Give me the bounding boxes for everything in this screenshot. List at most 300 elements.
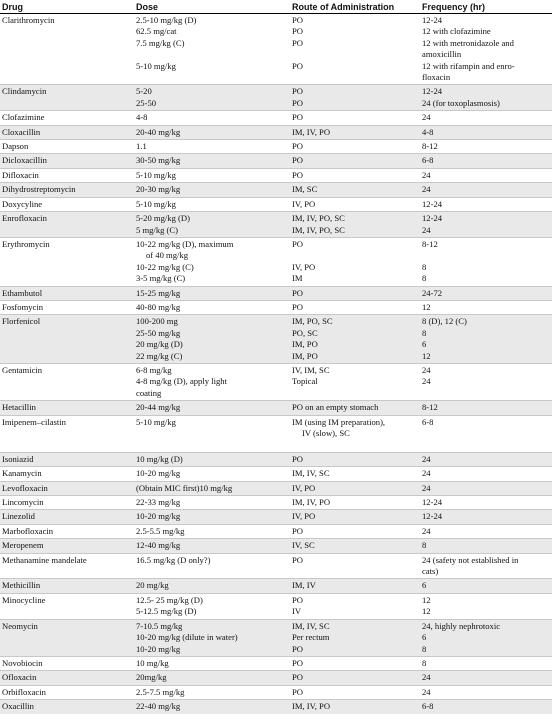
route-line: PO (292, 15, 303, 25)
table-row (0, 524, 552, 538)
drug-name: Isoniazid (0, 452, 134, 466)
dose-line: 12.5- 25 mg/kg (D) (136, 594, 203, 605)
freq-line: 6-8 (422, 155, 434, 166)
dose-line: 25-50 mg/kg (136, 327, 181, 338)
table-row (0, 300, 552, 314)
dose-line: 20-30 mg/kg (136, 184, 181, 195)
dose-line (136, 72, 287, 83)
dose-line: 10-22 mg/kg (D), maximum (136, 238, 234, 249)
route-cell (290, 315, 420, 364)
dose-cell (134, 579, 290, 593)
drug-name: Marbofloxacin (0, 524, 134, 538)
dose-cell (134, 300, 290, 314)
route-cell (290, 212, 420, 238)
route-line: IM, IV, PO, SC (292, 213, 345, 224)
freq-line: 8 (422, 273, 427, 284)
freq-line: 8-12 (422, 141, 438, 152)
dose-line: 10-20 mg/kg (136, 511, 181, 522)
dose-line: (Obtain MIC first)10 mg/kg (136, 482, 233, 493)
frequency-cell (420, 140, 552, 154)
table-row (0, 656, 552, 670)
route-line: IM, IV, PO, SC (292, 224, 345, 235)
route-line (292, 566, 417, 577)
freq-line: 24 (422, 364, 431, 375)
frequency-cell (420, 510, 552, 524)
dose-line: 5-20 (136, 86, 152, 97)
frequency-cell (420, 401, 552, 415)
route-cell (290, 593, 420, 619)
header-dose: Dose (134, 0, 290, 14)
drug-name: Orbifloxacin (0, 685, 134, 699)
freq-line: 24 (for toxoplasmosis) (422, 97, 500, 108)
route-line (292, 439, 417, 450)
table-row (0, 553, 552, 579)
freq-line: 24-72 (422, 287, 443, 298)
route-line (292, 388, 417, 399)
table-row (0, 237, 552, 286)
dose-line: 7.5 mg/kg (C) (136, 37, 185, 48)
freq-line: 4-8 (422, 126, 434, 137)
table-row (0, 154, 552, 168)
freq-line: 24, highly nephrotoxic (422, 620, 501, 631)
drug-name: Novobiocin (0, 656, 134, 670)
route-line: IV (slow), SC (302, 428, 350, 438)
frequency-cell (420, 154, 552, 168)
freq-line: 24 (422, 169, 431, 180)
frequency-cell (420, 85, 552, 111)
table-row (0, 183, 552, 197)
dose-line: 5-10 mg/kg (136, 416, 176, 427)
route-line: IM, IV, SC (292, 468, 330, 479)
route-cell (290, 140, 420, 154)
dose-cell (134, 154, 290, 168)
dose-line: 20 mg/kg (136, 580, 169, 591)
dose-cell (134, 140, 290, 154)
table-row (0, 111, 552, 125)
freq-line: 12 (422, 350, 431, 361)
dose-line (136, 428, 287, 439)
dose-line: 10 mg/kg (136, 657, 169, 668)
freq-line: 24 (422, 468, 431, 479)
freq-line: 12-24 (422, 15, 443, 25)
route-cell (290, 524, 420, 538)
dose-line: 16.5 mg/kg (D only?) (136, 554, 211, 565)
dose-cell (134, 85, 290, 111)
frequency-cell (420, 286, 552, 300)
table-row (0, 510, 552, 524)
freq-line: 8 (422, 261, 427, 272)
freq-line: 8 (422, 657, 427, 668)
table-row (0, 168, 552, 182)
table-row (0, 363, 552, 400)
dose-cell (134, 481, 290, 495)
route-line: PO (292, 657, 303, 668)
table-row (0, 415, 552, 452)
route-cell (290, 452, 420, 466)
dose-line: 4-8 (136, 112, 148, 123)
route-cell (290, 496, 420, 510)
drug-name: Methanamine mandelate (0, 553, 134, 579)
drug-name: Minocycline (0, 593, 134, 619)
route-line: IV, SC (292, 540, 315, 551)
freq-line: 12 with metronidazole and (422, 37, 514, 48)
dose-line: 20-40 mg/kg (136, 126, 181, 137)
route-cell (290, 539, 420, 553)
route-cell (290, 197, 420, 211)
route-cell (290, 363, 420, 400)
route-cell (290, 510, 420, 524)
drug-name: Difloxacin (0, 168, 134, 182)
drug-name: Dicloxacillin (0, 154, 134, 168)
dose-line: 12-40 mg/kg (136, 540, 181, 551)
drug-name: Gentamicin (0, 363, 134, 400)
dose-line: 62.5 mg/cat (136, 26, 177, 37)
dose-line: 7-10.5 mg/kg (136, 620, 183, 631)
dose-cell (134, 14, 290, 85)
freq-line: 24 (422, 672, 431, 683)
route-cell (290, 481, 420, 495)
dose-line: 3-5 mg/kg (C) (136, 273, 186, 284)
drug-name: Doxycyline (0, 197, 134, 211)
freq-line: 8 (422, 643, 427, 654)
route-cell (290, 14, 420, 85)
table-row (0, 579, 552, 593)
route-line: PO (292, 554, 303, 565)
route-line: PO (292, 301, 303, 312)
route-cell (290, 125, 420, 139)
frequency-cell (420, 700, 552, 714)
dose-line: 5-10 mg/kg (136, 169, 176, 180)
dose-line: 40-80 mg/kg (136, 301, 181, 312)
route-line: IM, IV, SC (292, 620, 330, 631)
frequency-cell (420, 125, 552, 139)
table-row (0, 481, 552, 495)
frequency-cell (420, 524, 552, 538)
table-row (0, 140, 552, 154)
frequency-cell (420, 539, 552, 553)
route-line: PO (292, 672, 303, 683)
route-line: PO (292, 594, 303, 605)
route-cell (290, 401, 420, 415)
drug-name: Fosfomycin (0, 300, 134, 314)
table-row (0, 14, 552, 85)
frequency-cell (420, 467, 552, 481)
freq-line: 6 (422, 339, 427, 350)
dose-line: 2.5-10 mg/kg (D) (136, 15, 197, 25)
drug-name: Linezolid (0, 510, 134, 524)
frequency-cell (420, 168, 552, 182)
dose-line: 5-10 mg/kg (136, 60, 176, 71)
table-row (0, 452, 552, 466)
route-cell (290, 656, 420, 670)
freq-line: 24 (422, 112, 431, 123)
freq-line: 12-24 (422, 511, 443, 522)
route-line (292, 49, 417, 60)
drug-name: Neomycin (0, 619, 134, 656)
drug-name: Cloxacillin (0, 125, 134, 139)
dose-cell (134, 401, 290, 415)
route-line: PO (292, 97, 303, 108)
table-row (0, 401, 552, 415)
frequency-cell (420, 237, 552, 286)
freq-line: 6-8 (422, 701, 434, 712)
freq-line: 24 (422, 686, 431, 697)
dose-cell (134, 125, 290, 139)
frequency-cell (420, 553, 552, 579)
route-cell (290, 154, 420, 168)
route-line: PO (292, 453, 303, 464)
route-line: PO (292, 525, 303, 536)
table-row (0, 593, 552, 619)
freq-line: 24 (422, 376, 431, 387)
route-line: IM, IV (292, 580, 316, 591)
freq-line: 8 (422, 327, 427, 338)
header-frequency: Frequency (hr) (420, 0, 552, 14)
dose-cell (134, 452, 290, 466)
freq-line: 12 (422, 594, 431, 605)
dose-cell (134, 553, 290, 579)
route-line: PO (292, 37, 303, 48)
dose-line: 20mg/kg (136, 672, 167, 683)
route-cell (290, 111, 420, 125)
drug-name: Imipenem–cilastin (0, 415, 134, 452)
route-line: IM, SC (292, 184, 318, 195)
frequency-cell (420, 452, 552, 466)
drug-name: Ethambutol (0, 286, 134, 300)
route-cell (290, 700, 420, 714)
dose-cell (134, 685, 290, 699)
freq-line: 12-24 (422, 213, 443, 224)
table-row (0, 85, 552, 111)
drug-name: Levofloxacin (0, 481, 134, 495)
route-line: PO (292, 155, 303, 166)
drug-name: Dihydrostreptomycin (0, 183, 134, 197)
dose-line: 20-44 mg/kg (136, 402, 181, 413)
freq-line: 8 (D), 12 (C) (422, 316, 467, 327)
freq-line: 6-8 (422, 416, 434, 427)
dose-line: 15-25 mg/kg (136, 287, 181, 298)
dose-cell (134, 315, 290, 364)
drug-name: Lincomycin (0, 496, 134, 510)
freq-line: 8-12 (422, 402, 438, 413)
dose-line: 1.1 (136, 141, 147, 152)
dose-cell (134, 183, 290, 197)
dose-line: 10-22 mg/kg (C) (136, 261, 194, 272)
route-line: IM, PO, SC (292, 316, 333, 327)
drug-name: Florfenicol (0, 315, 134, 364)
dose-cell (134, 524, 290, 538)
route-cell (290, 619, 420, 656)
table-row (0, 212, 552, 238)
route-cell (290, 415, 420, 452)
table-row (0, 286, 552, 300)
frequency-cell (420, 315, 552, 364)
dose-line: 2.5-7.5 mg/kg (136, 686, 185, 697)
freq-line: 6 (422, 580, 427, 591)
route-line: PO, SC (292, 327, 318, 338)
route-line: PO (292, 141, 303, 152)
route-line (292, 72, 417, 83)
route-line: PO (292, 86, 303, 97)
drug-name: Clarithromycin (2, 15, 55, 25)
freq-line: 24 (422, 525, 431, 536)
dose-cell (134, 671, 290, 685)
drug-name: Oxacillin (0, 700, 134, 714)
dose-line: 5-10 mg/kg (136, 198, 176, 209)
route-line: IM (using IM preparation), (292, 416, 386, 427)
table-row (0, 539, 552, 553)
freq-line: 24 (422, 453, 431, 464)
dose-line: coating (136, 387, 162, 398)
dose-line: 20 mg/kg (D) (136, 339, 183, 350)
route-cell (290, 553, 420, 579)
route-line: PO (292, 287, 303, 298)
dose-line: 22-33 mg/kg (136, 497, 181, 508)
drug-name: Clindamycin (0, 85, 134, 111)
frequency-cell (420, 656, 552, 670)
route-cell (290, 685, 420, 699)
dose-line: 30-50 mg/kg (136, 155, 181, 166)
freq-line (422, 428, 549, 439)
route-line: PO (292, 643, 303, 654)
route-line: PO on an empty stomach (292, 402, 379, 413)
dose-line (136, 439, 287, 450)
route-line: PO (292, 238, 303, 249)
route-line: IV, PO (292, 198, 316, 209)
dose-line (136, 566, 287, 577)
frequency-cell (420, 579, 552, 593)
dose-cell (134, 237, 290, 286)
drug-name: Kanamycin (0, 467, 134, 481)
dose-cell (134, 415, 290, 452)
frequency-cell (420, 363, 552, 400)
route-line: IV, PO (292, 261, 316, 272)
table-row (0, 315, 552, 364)
route-line: PO (292, 169, 303, 180)
freq-line: 8 (422, 540, 427, 551)
dose-line: 2.5-5.5 mg/kg (136, 525, 185, 536)
freq-line: amoxicillin (422, 49, 462, 60)
route-cell (290, 300, 420, 314)
table-row (0, 700, 552, 714)
table-body (0, 14, 552, 714)
header-drug: Drug (0, 0, 134, 14)
route-line: IV, IM, SC (292, 364, 330, 375)
dose-cell (134, 593, 290, 619)
dose-line: of 40 mg/kg (146, 250, 189, 261)
route-line: PO (292, 26, 303, 37)
drug-name: Erythromycin (0, 237, 134, 286)
dose-line: 5-12.5 mg/kg (D) (136, 606, 197, 617)
dose-cell (134, 700, 290, 714)
frequency-cell (420, 671, 552, 685)
freq-line: 12-24 (422, 497, 443, 508)
table-row (0, 496, 552, 510)
dose-line: 5-20 mg/kg (D) (136, 213, 190, 224)
dose-line: 10-20 mg/kg (dilute in water) (136, 632, 238, 643)
dose-cell (134, 656, 290, 670)
freq-line: 12-24 (422, 198, 443, 209)
frequency-cell (420, 300, 552, 314)
freq-line: cats) (422, 566, 439, 577)
dose-line: 100-200 mg (136, 316, 178, 327)
table-row (0, 467, 552, 481)
dose-line: 10 mg/kg (D) (136, 453, 183, 464)
route-cell (290, 671, 420, 685)
route-line: Per rectum (292, 632, 330, 643)
route-cell (290, 85, 420, 111)
dose-line: 22 mg/kg (C) (136, 350, 183, 361)
frequency-cell (420, 111, 552, 125)
dose-line: 5 mg/kg (C) (136, 224, 179, 235)
freq-line: 8-12 (422, 238, 438, 249)
route-line: PO (292, 60, 303, 71)
route-line: IM, IV, PO (292, 497, 331, 508)
freq-line: floxacin (422, 72, 451, 83)
dose-cell (134, 619, 290, 656)
drug-name: Methicillin (0, 579, 134, 593)
freq-line: 12 (422, 301, 431, 312)
dose-cell (134, 510, 290, 524)
table-row (0, 671, 552, 685)
dose-cell (134, 212, 290, 238)
drug-name: Enrofloxacin (0, 212, 134, 238)
route-cell (290, 183, 420, 197)
freq-line: 12 with rifampin and enro- (422, 60, 515, 71)
freq-line: 24 (422, 224, 431, 235)
frequency-cell (420, 197, 552, 211)
table-row (0, 619, 552, 656)
dose-cell (134, 111, 290, 125)
header-route: Route of Administration (290, 0, 420, 14)
frequency-cell (420, 183, 552, 197)
dose-cell (134, 286, 290, 300)
table-row (0, 125, 552, 139)
table-row (0, 197, 552, 211)
route-line (292, 250, 417, 261)
route-cell (290, 467, 420, 481)
freq-line: 24 (422, 482, 431, 493)
route-line: IM, IV, PO (292, 126, 331, 137)
table-row (0, 685, 552, 699)
dose-line: 10-20 mg/kg (136, 643, 181, 654)
freq-line: 24 (422, 184, 431, 195)
route-line: IM, PO (292, 350, 318, 361)
dose-cell (134, 496, 290, 510)
drug-name: Meropenem (0, 539, 134, 553)
dose-line: 10-20 mg/kg (136, 468, 181, 479)
drug-name: Hetacillin (0, 401, 134, 415)
route-line: IV, PO (292, 482, 316, 493)
route-cell (290, 168, 420, 182)
route-line: IM, PO (292, 339, 318, 350)
freq-line: 24 (safety not established in (422, 554, 519, 565)
route-line: PO (292, 686, 303, 697)
route-cell (290, 579, 420, 593)
dose-cell (134, 168, 290, 182)
dose-cell (134, 363, 290, 400)
freq-line: 6 (422, 632, 427, 643)
route-line: IV (292, 606, 302, 617)
dose-line: 22-40 mg/kg (136, 701, 181, 712)
route-cell (290, 286, 420, 300)
dose-cell (134, 197, 290, 211)
route-line: Topical (292, 376, 318, 387)
route-cell (290, 237, 420, 286)
frequency-cell (420, 212, 552, 238)
drug-name: Clofazimine (0, 111, 134, 125)
table-header (0, 0, 552, 14)
